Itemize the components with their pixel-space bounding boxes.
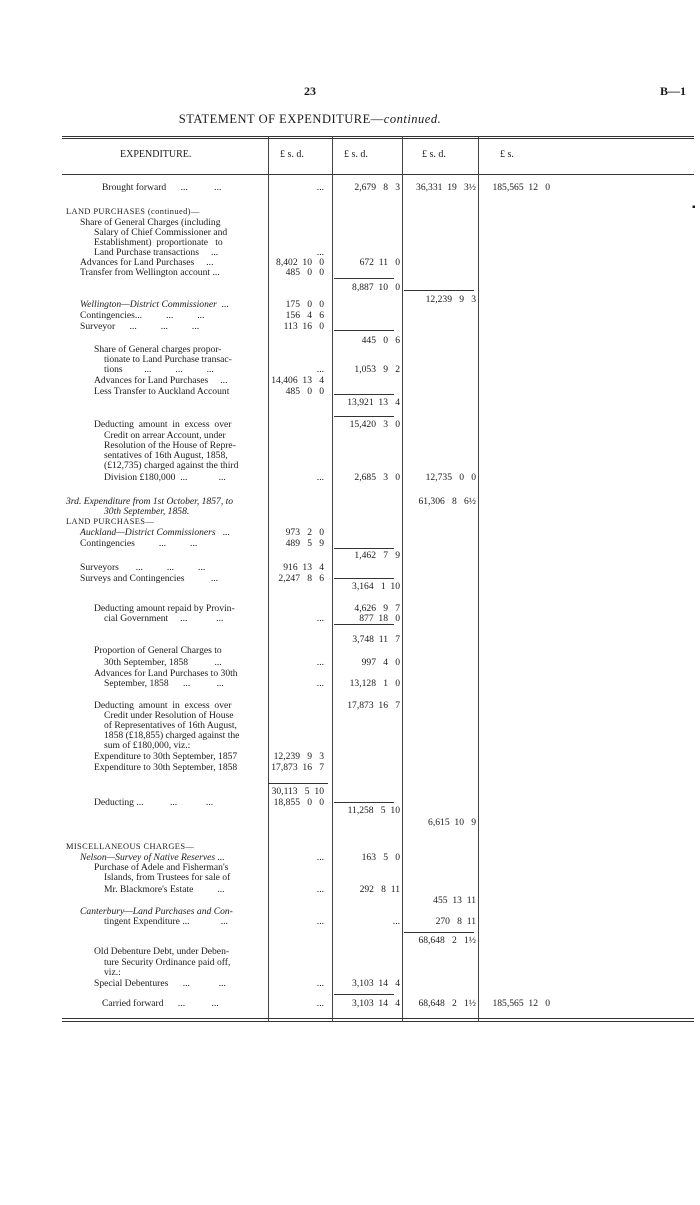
line-label: Surveyor ... ... ... <box>80 321 200 332</box>
line-label: Land Purchase transactions ... <box>94 247 219 258</box>
edge-mark: ▪ <box>692 202 696 213</box>
amount-c1: 916 13 4 <box>283 562 324 573</box>
amount-c3: 6,615 10 9 <box>428 817 476 828</box>
line-label: 1858 (£18,855) charged against the <box>104 730 240 741</box>
amount-c1: ... <box>316 998 324 1009</box>
amount-c2: 11,258 5 10 <box>347 805 400 816</box>
amount-c2: 13,128 1 0 <box>349 678 400 689</box>
line-label: Carried forward ... ... <box>102 998 219 1009</box>
amount-c1: 18,855 0 0 <box>273 797 324 808</box>
line-label: Less Transfer to Auckland Account <box>94 386 230 397</box>
sum-rule <box>334 278 394 279</box>
sum-rule <box>334 330 394 331</box>
amount-c1: 2,247 8 6 <box>278 573 324 584</box>
header-col-1: £ s. d. <box>280 149 304 160</box>
amount-c1: ... <box>316 884 324 895</box>
header-expenditure: EXPENDITURE. <box>120 149 192 160</box>
amount-c3: 12,735 0 0 <box>425 472 476 483</box>
frame-top-rule-inner <box>62 138 694 139</box>
line-label: 30th September, 1858. <box>104 506 190 517</box>
amount-c2: ... <box>392 916 400 927</box>
amount-c1: 973 2 0 <box>285 527 324 538</box>
line-label: sum of £180,000, viz.: <box>104 740 191 751</box>
line-label: 3rd. Expenditure from 1st October, 1857, to <box>66 496 234 507</box>
line-label: tingent Expenditure ... ... <box>104 916 228 927</box>
amount-c2: 2,685 3 0 <box>354 472 400 483</box>
page-number: 23 <box>304 84 316 98</box>
header-col-2: £ s. d. <box>344 149 368 160</box>
line-label: Transfer from Wellington account ... <box>80 267 220 278</box>
statement-title-continued: continued. <box>383 112 442 126</box>
line-label: Old Debenture Debt, under Deben- <box>94 946 230 957</box>
line-label: Advances for Land Purchases to 30th <box>94 668 238 679</box>
line-label: Credit under Resolution of House <box>104 710 234 721</box>
line-label: Wellington—District Commissioner ... <box>80 299 229 310</box>
line-label: Mr. Blackmore's Estate ... <box>104 884 225 895</box>
header-bottom-rule <box>62 174 694 175</box>
sum-rule <box>334 416 394 417</box>
amount-c1: ... <box>316 852 324 863</box>
amount-c3: 270 8 11 <box>435 916 476 927</box>
amount-c2: 672 11 0 <box>359 257 400 268</box>
amount-c2: 13,921 13 4 <box>347 397 400 408</box>
page-reference: B—1 <box>659 84 686 98</box>
sum-rule <box>334 994 394 995</box>
frame-bottom-rule-inner <box>62 1021 694 1022</box>
line-label: Auckland—District Commissioners ... <box>80 527 231 538</box>
amount-c1: ... <box>316 678 324 689</box>
amount-c1: ... <box>316 247 324 258</box>
line-label: Salary of Chief Commissioner and <box>94 227 228 238</box>
amount-c2: 2,679 8 3 <box>354 182 400 193</box>
line-label: ture Security Ordinance paid off, <box>104 957 231 968</box>
line-label: Contingencies... ... ... <box>80 310 205 321</box>
amount-c1: 489 5 9 <box>285 538 324 549</box>
statement-title-main: STATEMENT OF EXPENDITURE— <box>178 112 384 126</box>
line-label: Surveyors ... ... ... <box>80 562 206 573</box>
amount-c2: 877 18 0 <box>359 613 400 624</box>
sum-rule <box>404 290 474 291</box>
amount-c2: 1,053 9 2 <box>354 364 400 375</box>
amount-c1: ... <box>316 182 324 193</box>
section-heading: LAND PURCHASES— <box>66 517 155 526</box>
amount-c2: 15,420 3 0 <box>349 419 400 430</box>
amount-c3: 61,306 8 6½ <box>418 496 476 507</box>
line-label: of Representatives of 16th August, <box>104 720 237 731</box>
amount-c1: 12,239 9 3 <box>273 751 324 762</box>
line-label: 30th September, 1858 ... <box>104 657 222 668</box>
sum-rule <box>334 394 394 395</box>
line-label: Deducting amount in excess over <box>94 419 232 430</box>
line-label: Deducting ... ... ... <box>94 797 214 808</box>
line-label: Purchase of Adele and Fisherman's <box>94 862 229 873</box>
frame-bottom-rule <box>62 1018 694 1019</box>
column-divider-4 <box>478 136 479 1022</box>
column-divider-3 <box>402 136 403 1022</box>
amount-c1: ... <box>316 978 324 989</box>
sum-rule <box>334 548 394 549</box>
section-heading: LAND PURCHASES (continued)— <box>66 207 200 216</box>
line-label: (£12,735) charged against the third <box>104 460 239 471</box>
amount-c1: 156 4 6 <box>285 310 324 321</box>
line-label: Division £180,000 ... ... <box>104 472 226 483</box>
statement-title <box>0 112 620 127</box>
amount-c1: 175 0 0 <box>285 299 324 310</box>
amount-c1: 30,113 5 10 <box>271 786 324 797</box>
amount-c3: 68,648 2 1½ <box>418 998 476 1009</box>
amount-c2: 17,873 16 7 <box>347 700 400 711</box>
amount-c2: 997 4 0 <box>361 657 400 668</box>
amount-c1: ... <box>316 472 324 483</box>
line-label: Credit on arrear Account, under <box>104 430 226 441</box>
line-label: cial Government ... ... <box>104 613 224 624</box>
amount-c1: ... <box>316 916 324 927</box>
amount-c1: ... <box>316 364 324 375</box>
line-label: Resolution of the House of Repre- <box>104 440 236 451</box>
amount-c1: 485 0 0 <box>285 386 324 397</box>
amount-c2: 4,626 9 7 <box>354 603 400 614</box>
line-label: Deducting amount repaid by Provin- <box>94 603 235 614</box>
sum-rule <box>268 783 328 784</box>
amount-c2: 3,103 14 4 <box>352 978 400 989</box>
amount-c3: 68,648 2 1½ <box>418 935 476 946</box>
section-heading: MISCELLANEOUS CHARGES— <box>66 842 195 851</box>
line-label: Share of General Charges (including <box>80 217 221 228</box>
amount-c1: ... <box>316 613 324 624</box>
amount-c1: 17,873 16 7 <box>271 762 324 773</box>
line-label: Special Debentures ... ... <box>94 978 226 989</box>
amount-c2: 3,164 1 10 <box>352 581 400 592</box>
amount-c2: 445 0 6 <box>361 335 400 346</box>
amount-c3: 12,239 9 3 <box>425 294 476 305</box>
line-label: Establishment) proportionate to <box>94 237 223 248</box>
line-label: sentatives of 16th August, 1858, <box>104 450 228 461</box>
line-label: Canterbury—Land Purchases and Con- <box>80 906 233 917</box>
line-label: Deducting amount in excess over <box>94 700 232 711</box>
amount-c4: 185,565 12 0 <box>492 182 550 193</box>
amount-c4: 185,565 12 0 <box>492 998 550 1009</box>
amount-c1: ... <box>316 657 324 668</box>
line-label: Contingencies ... ... <box>80 538 198 549</box>
sum-rule <box>334 802 394 803</box>
line-label: Expenditure to 30th September, 1858 <box>94 762 238 773</box>
amount-c3: 455 13 11 <box>433 895 476 906</box>
amount-c3: 36,331 19 3½ <box>416 182 476 193</box>
header-col-4: £ s. <box>500 149 514 160</box>
line-label: Advances for Land Purchases ... <box>94 375 228 386</box>
amount-c2: 292 8 11 <box>359 884 400 895</box>
line-label: September, 1858 ... ... <box>104 678 224 689</box>
line-label: tionate to Land Purchase transac- <box>104 354 232 365</box>
sum-rule <box>404 932 474 933</box>
amount-c1: 485 0 0 <box>285 267 324 278</box>
line-label: Nelson—Survey of Native Reserves ... <box>80 852 225 863</box>
line-label: Surveys and Contingencies ... <box>80 573 219 584</box>
line-label: Islands, from Trustees for sale of <box>104 872 231 883</box>
line-label: tions ... ... ... <box>104 364 214 375</box>
line-label: Share of General charges propor- <box>94 344 222 355</box>
line-label: Proportion of General Charges to <box>94 645 222 656</box>
amount-c2: 3,748 11 7 <box>352 634 400 645</box>
line-label: Expenditure to 30th September, 1857 <box>94 751 238 762</box>
header-col-3: £ s. d. <box>422 149 446 160</box>
line-label: Brought forward ... ... <box>102 182 222 193</box>
amount-c1: 113 16 0 <box>283 321 324 332</box>
frame-top-rule <box>62 136 694 137</box>
amount-c2: 8,887 10 0 <box>352 282 400 293</box>
sum-rule <box>334 578 394 579</box>
amount-c2: 3,103 14 4 <box>352 998 400 1009</box>
amount-c2: 1,462 7 9 <box>354 550 400 561</box>
line-label: viz.: <box>104 967 121 978</box>
amount-c1: 8,402 10 0 <box>276 257 324 268</box>
amount-c2: 163 5 0 <box>361 852 400 863</box>
amount-c1: 14,406 13 4 <box>271 375 324 386</box>
line-label: Advances for Land Purchases ... <box>80 257 214 268</box>
